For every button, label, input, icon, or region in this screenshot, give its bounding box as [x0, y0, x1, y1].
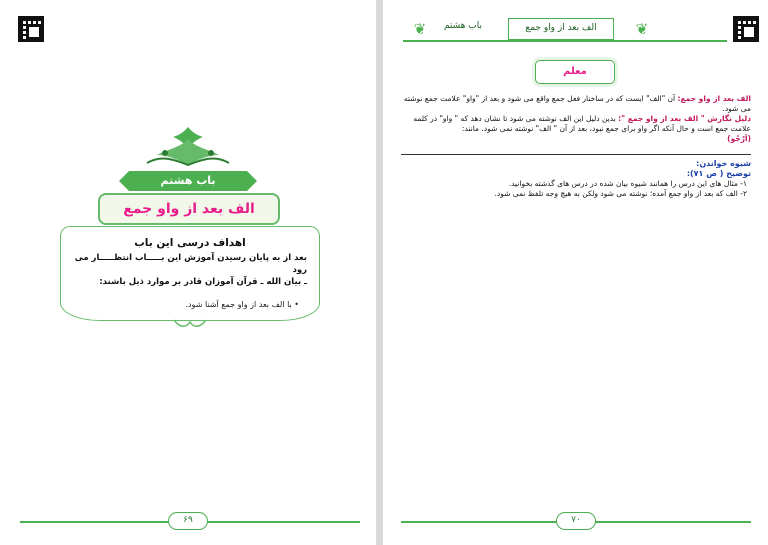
reason-text: بدین دلیل این الف نوشته می شود تا نشان دهد که " واو" در کلمه علامت جمع است و حال آنکه اگر واو برای جمع نبود، بعد از آن " الف" نوشته نمی شود. مانند:	[413, 114, 751, 133]
goals-intro-line-2: ـ بیان الله ـ قرآن آموزان قادر بر موارد ذیل باشند:	[99, 277, 307, 287]
goals-box	[60, 226, 320, 321]
left-page	[0, 0, 376, 545]
leaf-icon: ❦	[413, 20, 427, 38]
reason-label: دلیل نگارش " الف بعد از واو جمع ":	[618, 114, 751, 123]
ornament-curl-icon	[172, 316, 208, 328]
goals-list-item	[73, 300, 307, 309]
page-header	[403, 18, 727, 40]
goals-intro-line-1: بعد از به پایان رسیدن آموزش این بـــــاب انتظـــــار می رود	[74, 253, 307, 275]
list-item: ۱- مثال های این درس را همانند شیوه بیان شده در درس های گذشته بخوانید.	[508, 179, 747, 188]
lesson-content	[401, 94, 751, 199]
divider	[401, 154, 751, 155]
goals-item-text: با الف بعد از واو جمع آشنا شود.	[185, 300, 292, 309]
page-number: ۷۰	[556, 512, 596, 530]
chapter-title-box	[98, 193, 280, 225]
qr-code-icon	[18, 16, 44, 42]
header-chapter: باب هشتم	[443, 21, 483, 31]
example-word: (اَرْجُو)	[727, 134, 751, 143]
page-number: ۶۹	[168, 512, 208, 530]
chapter-ornament-icon	[143, 125, 233, 167]
bullet-icon: •	[294, 300, 299, 309]
goals-heading: اهداف درسی این باب	[134, 237, 246, 249]
header-line	[403, 40, 727, 42]
paragraph-definition	[401, 94, 751, 114]
right-page	[383, 0, 768, 545]
chapter-label: باب هشتم	[129, 171, 247, 191]
header-title: الف بعد از واو جمع	[508, 18, 614, 40]
explanation-label: توضیح ( ص ۷۱):	[686, 169, 751, 178]
definition-label: الف بعد از واو جمع:	[677, 94, 751, 103]
reading-heading: شیوه خواندن:	[696, 159, 751, 168]
chapter-title: الف بعد از واو جمع	[123, 201, 255, 217]
definition-text: آن "الف" ایست که در ساختار فعل جمع واقع می شود و بعد از "واو" علامت جمع نوشته می شود.	[403, 94, 751, 113]
teacher-label: معلم	[535, 60, 615, 84]
leaf-icon: ❦	[635, 20, 649, 38]
list-item: ۲- الف که بعد از واو جمع آمده؛ نوشته می شود ولکن به هیچ وجه تلفظ نمی شود.	[494, 189, 747, 198]
qr-code-icon	[733, 16, 759, 42]
paragraph-reason	[401, 114, 751, 134]
